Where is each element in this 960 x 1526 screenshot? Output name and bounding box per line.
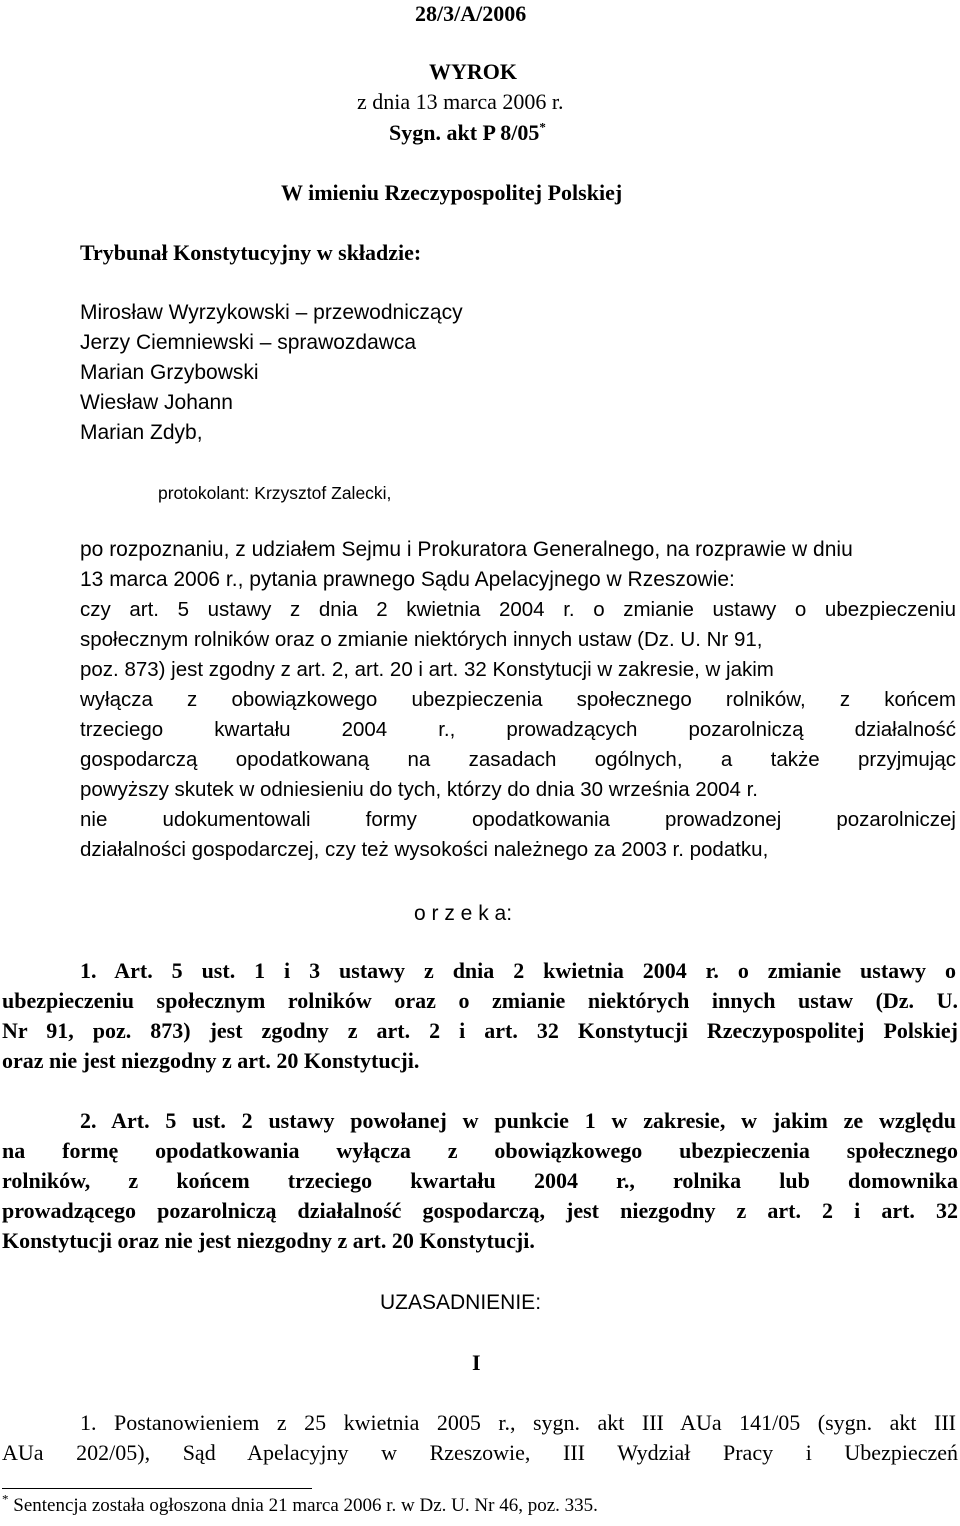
ruling-label: o r z e k a: <box>414 902 513 925</box>
clerk-line: protokolant: Krzysztof Zalecki, <box>158 483 392 503</box>
body-line <box>80 1410 956 1436</box>
body-line: AUa 202/05), Sąd Apelacyjny w Rzeszowie, III Wydział Pracy i Ubezpieczeń <box>2 1440 958 1465</box>
ruling-2-line: prowadzącego pozarolniczą działalność gospodarczą, jest niezgodny z art. 2 i art. 32 <box>2 1198 958 1223</box>
judge-line: Marian Zdyb, <box>80 421 203 444</box>
judge-line: Marian Grzybowski <box>80 361 259 384</box>
invocation: W imieniu Rzeczypospolitej Polskiej <box>281 180 623 205</box>
judge-line: Wiesław Johann <box>80 391 233 414</box>
ruling-1-line <box>80 958 956 984</box>
case-signature <box>389 120 546 146</box>
ruling-1-text: 1. Art. 5 ust. 1 i 3 ustawy z dnia 2 kwietnia 2004 r. o zmianie ustawy o <box>80 958 956 983</box>
question-line: społecznym rolników oraz o zmianie niektórych innych ustaw (Dz. U. Nr 91, <box>80 628 763 651</box>
ruling-2-line: na formę opodatkowania wyłącza z obowiązkowego ubezpieczenia społecznego <box>2 1138 958 1163</box>
footnote-reference: * <box>539 119 546 135</box>
intro-line: 13 marca 2006 r., pytania prawnego Sądu Apelacyjnego w Rzeszowie: <box>80 568 735 591</box>
case-signature-text: Sygn. akt P 8/05 <box>389 120 540 145</box>
ruling-1-line: Nr 91, poz. 873) jest zgodny z art. 2 i art. 32 Konstytucji Rzeczypospolitej Polskiej <box>2 1018 958 1043</box>
question-line: wyłącza z obowiązkowego ubezpieczenia społecznego rolników, z końcem <box>80 688 956 711</box>
footnote-mark: * <box>2 1491 9 1507</box>
ruling-2-line <box>80 1108 956 1134</box>
case-reference: 28/3/A/2006 <box>415 1 527 26</box>
justification-heading: UZASADNIENIE: <box>380 1291 542 1314</box>
ruling-1-line: ubezpieczeniu społecznym rolników oraz o zmianie niektórych innych ustaw (Dz. U. <box>2 988 958 1013</box>
question-line: powyższy skutek w odniesieniu do tych, którzy do dnia 30 września 2004 r. <box>80 778 758 801</box>
body-line-text: 1. Postanowieniem z 25 kwietnia 2005 r., sygn. akt III AUa 141/05 (sygn. akt III <box>80 1410 956 1435</box>
question-line: działalności gospodarczej, czy też wysokości należnego za 2003 r. podatku, <box>80 838 769 861</box>
section-number: I <box>472 1350 481 1375</box>
footnote <box>2 1491 598 1517</box>
question-line: gospodarczą opodatkowaną na zasadach ogólnych, a także przyjmując <box>80 748 956 771</box>
ruling-1-line: oraz nie jest niezgodny z art. 20 Konstytucji. <box>2 1048 420 1073</box>
ruling-2-text: 2. Art. 5 ust. 2 ustawy powołanej w punkcie 1 w zakresie, w jakim ze względu <box>80 1108 956 1133</box>
ruling-2-line: Konstytucji oraz nie jest niezgodny z art. 20 Konstytucji. <box>2 1228 535 1253</box>
question-line: czy art. 5 ustawy z dnia 2 kwietnia 2004 r. o zmianie ustawy o ubezpieczeniu <box>80 598 956 621</box>
judge-line: Mirosław Wyrzykowski – przewodniczący <box>80 301 463 324</box>
intro-line: po rozpoznaniu, z udziałem Sejmu i Prokuratora Generalnego, na rozprawie w dniu <box>80 538 853 561</box>
document-title: WYROK <box>429 59 517 84</box>
question-line: trzeciego kwartału 2004 r., prowadzących pozarolniczą działalność <box>80 718 956 741</box>
footnote-divider <box>2 1488 312 1489</box>
judgment-date: z dnia 13 marca 2006 r. <box>357 89 564 114</box>
question-line: nie udokumentowali formy opodatkowania prowadzonej pozarolniczej <box>80 808 956 831</box>
ruling-2-line: rolników, z końcem trzeciego kwartału 2004 r., rolnika lub domownika <box>2 1168 958 1193</box>
question-line: poz. 873) jest zgodny z art. 2, art. 20 i art. 32 Konstytucji w zakresie, w jakim <box>80 658 774 681</box>
composition-label: Trybunał Konstytucyjny w składzie: <box>80 240 422 265</box>
judge-line: Jerzy Ciemniewski – sprawozdawca <box>80 331 417 354</box>
footnote-text: Sentencja została ogłoszona dnia 21 marca 2006 r. w Dz. U. Nr 46, poz. 335. <box>13 1495 598 1516</box>
